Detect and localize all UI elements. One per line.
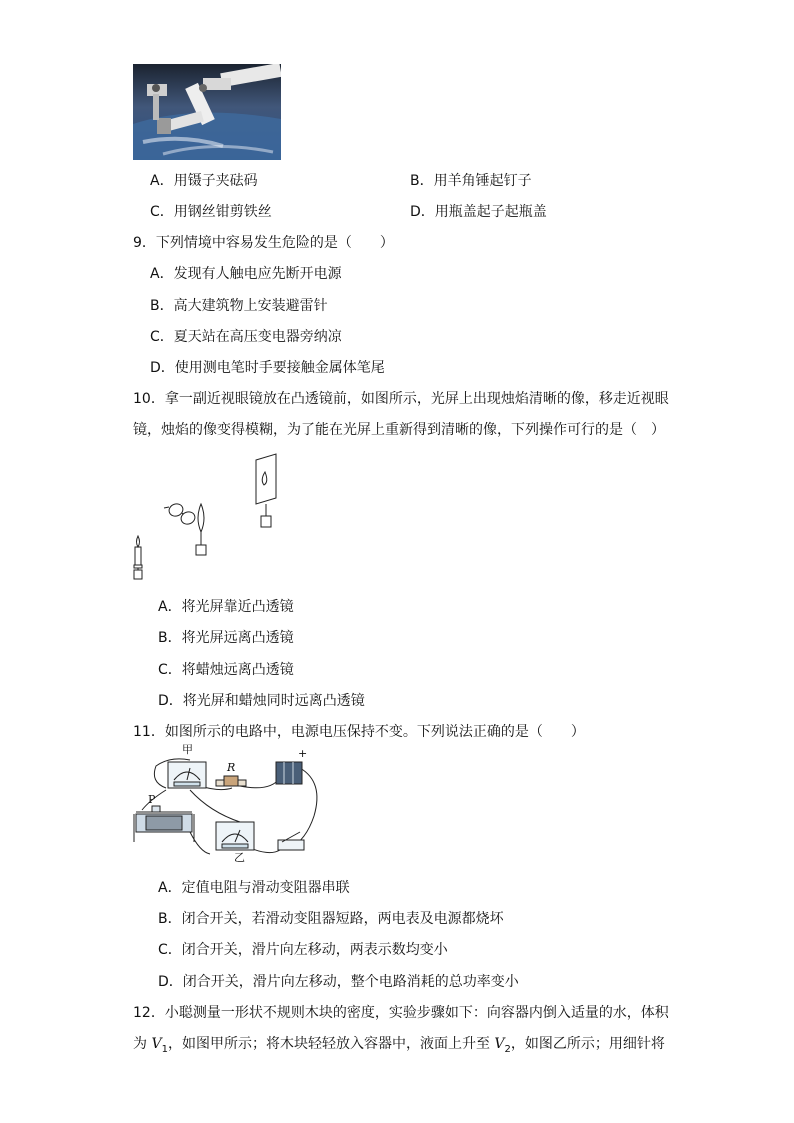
label-p: P — [148, 793, 156, 806]
q10-option-d: D．将光屏和蜡烛同时远离凸透镜 — [158, 693, 365, 709]
q11-option-c: C．闭合开关，滑片向左移动，两表示数均变小 — [158, 942, 448, 958]
q10-option-b: B．将光屏远离凸透镜 — [158, 630, 294, 646]
q9-option-d: D．使用测电笔时手要接触金属体笔尾 — [150, 360, 385, 376]
q9-stem: 9．下列情境中容易发生危险的是（ ） — [133, 235, 394, 251]
q10-option-c: C．将蜡烛远离凸透镜 — [158, 662, 294, 678]
convex-lens — [198, 504, 204, 532]
label-plus: + — [298, 747, 308, 760]
candle-flame — [137, 536, 140, 547]
flame-image — [262, 472, 267, 485]
label-jia: 甲 — [182, 743, 193, 756]
q11-option-b: B．闭合开关，若滑动变阻器短路，两电表及电源都烧坏 — [158, 911, 504, 927]
q12-line1: 12．小聪测量一形状不规则木块的密度，实验步骤如下：向容器内倒入适量的水，体积 — [133, 1005, 669, 1021]
q11-stem: 11．如图所示的电路中，电源电压保持不变。下列说法正确的是（ ） — [133, 724, 585, 740]
q10-stem-line1: 10．拿一副近视眼镜放在凸透镜前，如图所示，光屏上出现烛焰清晰的像，移走近视眼 — [133, 391, 669, 407]
label-r: R — [227, 761, 236, 774]
q8-option-c: C．用钢丝钳剪铁丝 — [150, 204, 272, 220]
q10-stem-line2: 镜，烛焰的像变得模糊，为了能在光屏上重新得到清晰的像，下列操作可行的是（ ） — [133, 422, 665, 438]
q11-option-a: A．定值电阻与滑动变阻器串联 — [158, 880, 350, 896]
q8-option-d: D．用瓶盖起子起瓶盖 — [410, 204, 547, 220]
battery — [276, 762, 302, 784]
robotic-arm-photo — [133, 64, 281, 160]
q12-line2: 为 $V_1$，如图甲所示；将木块轻轻放入容器中，液面上升至 $V_2$，如图乙所示；用细针将 — [133, 1036, 665, 1055]
q8-option-b: B．用羊角锤起钉子 — [410, 173, 532, 189]
label-yi: 乙 — [234, 851, 245, 864]
q8-option-a: A．用镊子夹砝码 — [150, 173, 258, 189]
optics-figure — [128, 452, 288, 584]
candle — [135, 547, 141, 565]
q9-option-c: C．夏天站在高压变电器旁纳凉 — [150, 329, 342, 345]
q11-option-d: D．闭合开关，滑片向左移动，整个电路消耗的总功率变小 — [158, 974, 519, 990]
q9-option-b: B．高大建筑物上安装避雷针 — [150, 298, 328, 314]
light-screen — [256, 454, 276, 504]
q9-option-a: A．发现有人触电应先断开电源 — [150, 266, 342, 282]
circuit-figure — [130, 743, 326, 868]
q10-option-a: A．将光屏靠近凸透镜 — [158, 599, 294, 615]
